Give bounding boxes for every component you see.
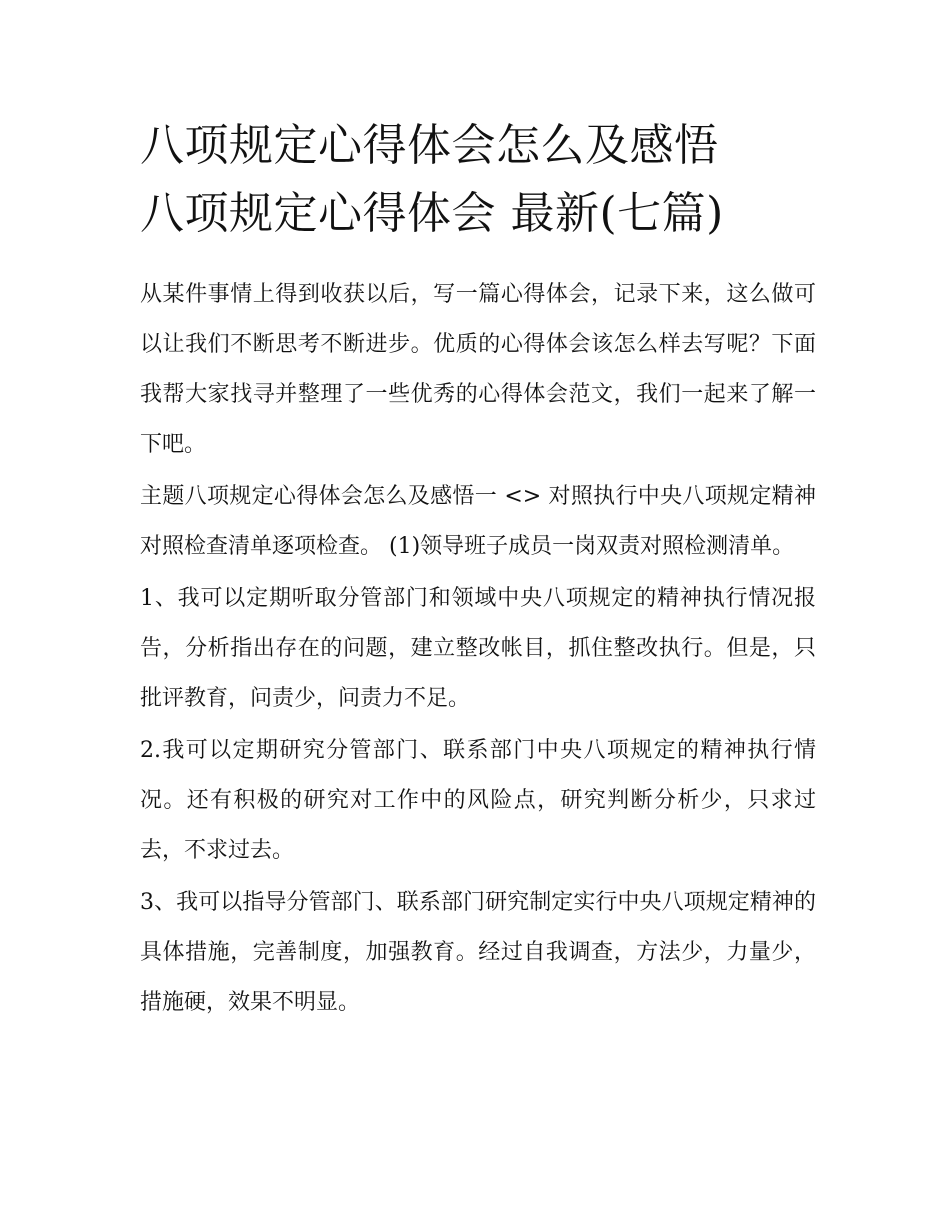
- intro-paragraph: 从某件事情上得到收获以后，写一篇心得体会，记录下来，这么做可以让我们不断思考不断进步。优质的心得体会该怎么样去写呢？下面我帮大家找寻并整理了一些优秀的心得体会范文，我们一起来了解一下吧。: [140, 282, 816, 457]
- document-page: [140, 112, 816, 1028]
- title-line-1: 八项规定心得体会怎么及感悟: [140, 120, 719, 171]
- topic-paragraph: 主题八项规定心得体会怎么及感悟一 <> 对照执行中央八项规定精神对照检查清单逐项检查。 (1)领导班子成员一岗双责对照检测清单。: [140, 484, 816, 559]
- title-line-2: 八项规定心得体会 最新(七篇): [140, 188, 724, 239]
- item-2-paragraph: 2.我可以定期研究分管部门、联系部门中央八项规定的精神执行情况。还有积极的研究对工作中的风险点，研究判断分析少，只求过去，不求过去。: [140, 738, 816, 863]
- item-1-paragraph: 1、我可以定期听取分管部门和领域中央八项规定的精神执行情况报告，分析指出存在的问题，建立整改帐目，抓住整改执行。但是，只批评教育，问责少，问责力不足。: [140, 586, 816, 711]
- item-3-paragraph: 3、我可以指导分管部门、联系部门研究制定实行中央八项规定精神的具体措施，完善制度，加强教育。经过自我调查，方法少，力量少，措施硬，效果不明显。: [140, 890, 816, 1015]
- document-title: [140, 112, 816, 248]
